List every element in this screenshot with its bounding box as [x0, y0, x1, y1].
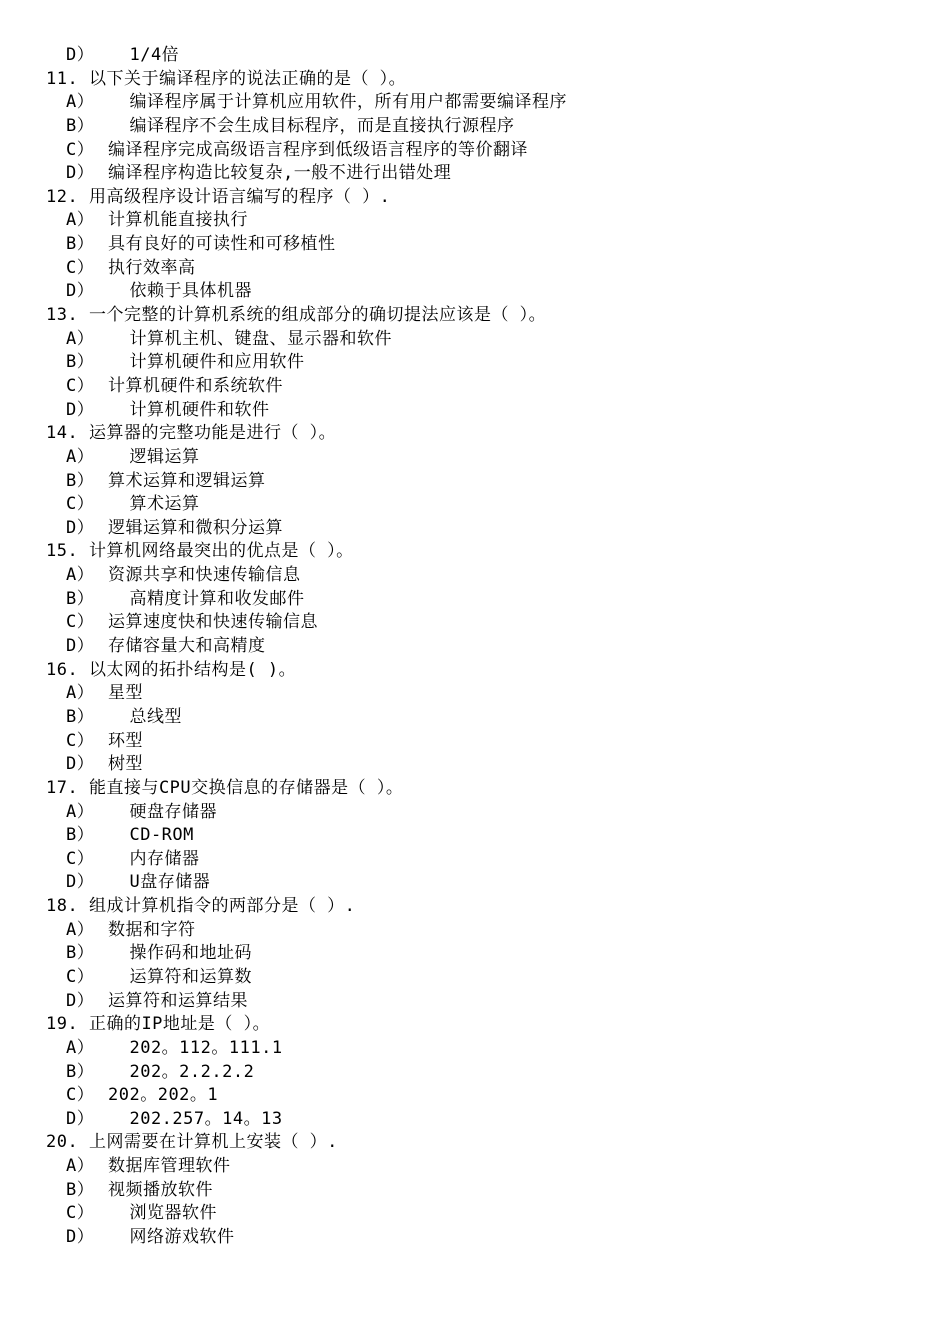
option-letter: C）: [66, 375, 95, 396]
option-letter: C）: [66, 1085, 95, 1106]
option-line: [0, 1226, 950, 1250]
option-text: 逻辑运算和微积分运算: [108, 517, 283, 538]
question-line: [0, 777, 950, 801]
option-line: [0, 257, 950, 281]
option-line: [0, 233, 950, 257]
option-text: 算术运算和逻辑运算: [108, 470, 266, 491]
question-text: 14. 运算器的完整功能是进行（ ）。: [46, 423, 337, 444]
option-letter: C）: [66, 730, 95, 751]
option-text: 依赖于具体机器: [108, 281, 252, 302]
option-letter: C）: [66, 1203, 95, 1224]
option-line: [0, 753, 950, 777]
option-line: [0, 446, 950, 470]
question-line: [0, 422, 950, 446]
question-line: [0, 895, 950, 919]
option-letter: B）: [66, 352, 95, 373]
option-letter: C）: [66, 612, 95, 633]
question-text: 20. 上网需要在计算机上安装（ ）.: [46, 1132, 338, 1153]
option-text: 202.257。14。13: [108, 1108, 283, 1129]
option-text: 数据和字符: [108, 919, 196, 940]
question-text: 18. 组成计算机指令的两部分是（ ）.: [46, 896, 356, 917]
option-letter: D）: [66, 1227, 95, 1248]
option-letter: D）: [66, 990, 95, 1011]
option-line: [0, 682, 950, 706]
option-text: 计算机硬件和应用软件: [108, 352, 305, 373]
option-line: [0, 209, 950, 233]
option-line: [0, 351, 950, 375]
option-line: [0, 919, 950, 943]
option-letter: A）: [66, 1156, 95, 1177]
option-letter: C）: [66, 494, 95, 515]
question-text: 17. 能直接与CPU交换信息的存储器是（ ）。: [46, 777, 404, 798]
option-text: 运算符和运算数: [108, 966, 252, 987]
option-text: 执行效率高: [108, 257, 196, 278]
option-line: [0, 1155, 950, 1179]
option-line: [0, 1179, 950, 1203]
option-text: 网络游戏软件: [108, 1227, 235, 1248]
option-letter: A）: [66, 1037, 95, 1058]
option-line: [0, 1037, 950, 1061]
option-text: 算术运算: [108, 494, 200, 515]
option-letter: D）: [66, 754, 95, 775]
option-line: [0, 139, 950, 163]
option-text: 树型: [108, 754, 143, 775]
document-page: [0, 44, 950, 1250]
option-line: [0, 801, 950, 825]
option-text: 资源共享和快速传输信息: [108, 565, 301, 586]
option-letter: D）: [66, 45, 95, 65]
option-line: [0, 493, 950, 517]
option-letter: D）: [66, 872, 95, 893]
option-letter: A）: [66, 801, 95, 822]
option-letter: A）: [66, 210, 95, 231]
question-line: [0, 659, 950, 683]
option-text: 计算机主机、键盘、显示器和软件: [108, 328, 392, 349]
option-letter: B）: [66, 115, 95, 136]
option-letter: B）: [66, 825, 95, 846]
option-letter: D）: [66, 163, 95, 184]
question-line: [0, 186, 950, 210]
option-letter: D）: [66, 517, 95, 538]
option-text: 计算机能直接执行: [108, 210, 248, 231]
option-letter: A）: [66, 328, 95, 349]
option-line: [0, 375, 950, 399]
question-text: 12. 用高级程序设计语言编写的程序（ ）.: [46, 186, 391, 207]
option-text: 202。2.2.2.2: [108, 1061, 255, 1082]
option-letter: D）: [66, 399, 95, 420]
option-letter: C）: [66, 139, 95, 160]
option-letter: D）: [66, 1108, 95, 1129]
option-line: [0, 871, 950, 895]
option-text: 计算机硬件和系统软件: [108, 375, 283, 396]
question-text: 13. 一个完整的计算机系统的组成部分的确切提法应该是（ ）。: [46, 305, 547, 326]
option-text: 浏览器软件: [108, 1203, 217, 1224]
option-line: [0, 966, 950, 990]
option-text: 星型: [108, 683, 143, 704]
option-letter: A）: [66, 565, 95, 586]
option-text: 存储容量大和高精度: [108, 636, 266, 657]
option-line: [0, 1202, 950, 1226]
option-line: [0, 517, 950, 541]
option-line: [0, 1108, 950, 1132]
option-line: [0, 588, 950, 612]
option-line: [0, 730, 950, 754]
option-text: 运算符和运算结果: [108, 990, 248, 1011]
option-line: [0, 942, 950, 966]
option-line: [0, 635, 950, 659]
option-text: 环型: [108, 730, 143, 751]
option-letter: B）: [66, 588, 95, 609]
option-line: [0, 91, 950, 115]
question-line: [0, 1013, 950, 1037]
option-text: 编译程序完成高级语言程序到低级语言程序的等价翻译: [108, 139, 528, 160]
option-line: [0, 1084, 950, 1108]
option-text: 硬盘存储器: [108, 801, 217, 822]
option-line: [0, 824, 950, 848]
option-line: [0, 280, 950, 304]
question-text: 16. 以太网的拓扑结构是( )。: [46, 659, 297, 680]
question-line: [0, 68, 950, 92]
option-letter: B）: [66, 470, 95, 491]
option-letter: A）: [66, 446, 95, 467]
option-text: 操作码和地址码: [108, 943, 252, 964]
option-line: [0, 564, 950, 588]
option-text: CD-ROM: [108, 825, 194, 846]
option-line: [0, 848, 950, 872]
question-text: 11. 以下关于编译程序的说法正确的是（ ）。: [46, 68, 407, 89]
option-text: 计算机硬件和软件: [108, 399, 270, 420]
option-letter: C）: [66, 848, 95, 869]
option-letter: D）: [66, 636, 95, 657]
option-line: [0, 1061, 950, 1085]
option-text: 运算速度快和快速传输信息: [108, 612, 318, 633]
option-text: 总线型: [108, 706, 182, 727]
option-text: U盘存储器: [108, 872, 211, 893]
option-line: [0, 162, 950, 186]
option-letter: B）: [66, 706, 95, 727]
option-letter: C）: [66, 257, 95, 278]
option-text: 编译程序不会生成目标程序，而是直接执行源程序: [108, 115, 515, 136]
option-letter: B）: [66, 1179, 95, 1200]
question-line: [0, 540, 950, 564]
option-line: [0, 990, 950, 1014]
question-text: 15. 计算机网络最突出的优点是（ ）。: [46, 541, 354, 562]
option-text: 逻辑运算: [108, 446, 200, 467]
option-letter: B）: [66, 943, 95, 964]
option-text: 数据库管理软件: [108, 1156, 231, 1177]
option-line: [0, 44, 950, 68]
option-line: [0, 706, 950, 730]
option-letter: B）: [66, 1061, 95, 1082]
option-text: 202。112。111.1: [108, 1037, 283, 1058]
option-text: 视频播放软件: [108, 1179, 213, 1200]
question-line: [0, 304, 950, 328]
option-letter: B）: [66, 234, 95, 255]
option-text: 内存储器: [108, 848, 200, 869]
question-line: [0, 1131, 950, 1155]
option-text: 高精度计算和收发邮件: [108, 588, 305, 609]
option-line: [0, 328, 950, 352]
option-text: 具有良好的可读性和可移植性: [108, 234, 336, 255]
option-letter: A）: [66, 683, 95, 704]
option-text: 编译程序构造比较复杂,一般不进行出错处理: [108, 163, 452, 184]
option-line: [0, 399, 950, 423]
option-line: [0, 470, 950, 494]
option-text: 编译程序属于计算机应用软件，所有用户都需要编译程序: [108, 92, 567, 113]
option-text: 202。202。1: [108, 1085, 219, 1106]
option-letter: D）: [66, 281, 95, 302]
question-text: 19. 正确的IP地址是（ ）。: [46, 1014, 271, 1035]
option-letter: C）: [66, 966, 95, 987]
option-text: 1/4倍: [108, 45, 180, 65]
option-line: [0, 115, 950, 139]
option-letter: A）: [66, 92, 95, 113]
option-line: [0, 611, 950, 635]
option-letter: A）: [66, 919, 95, 940]
